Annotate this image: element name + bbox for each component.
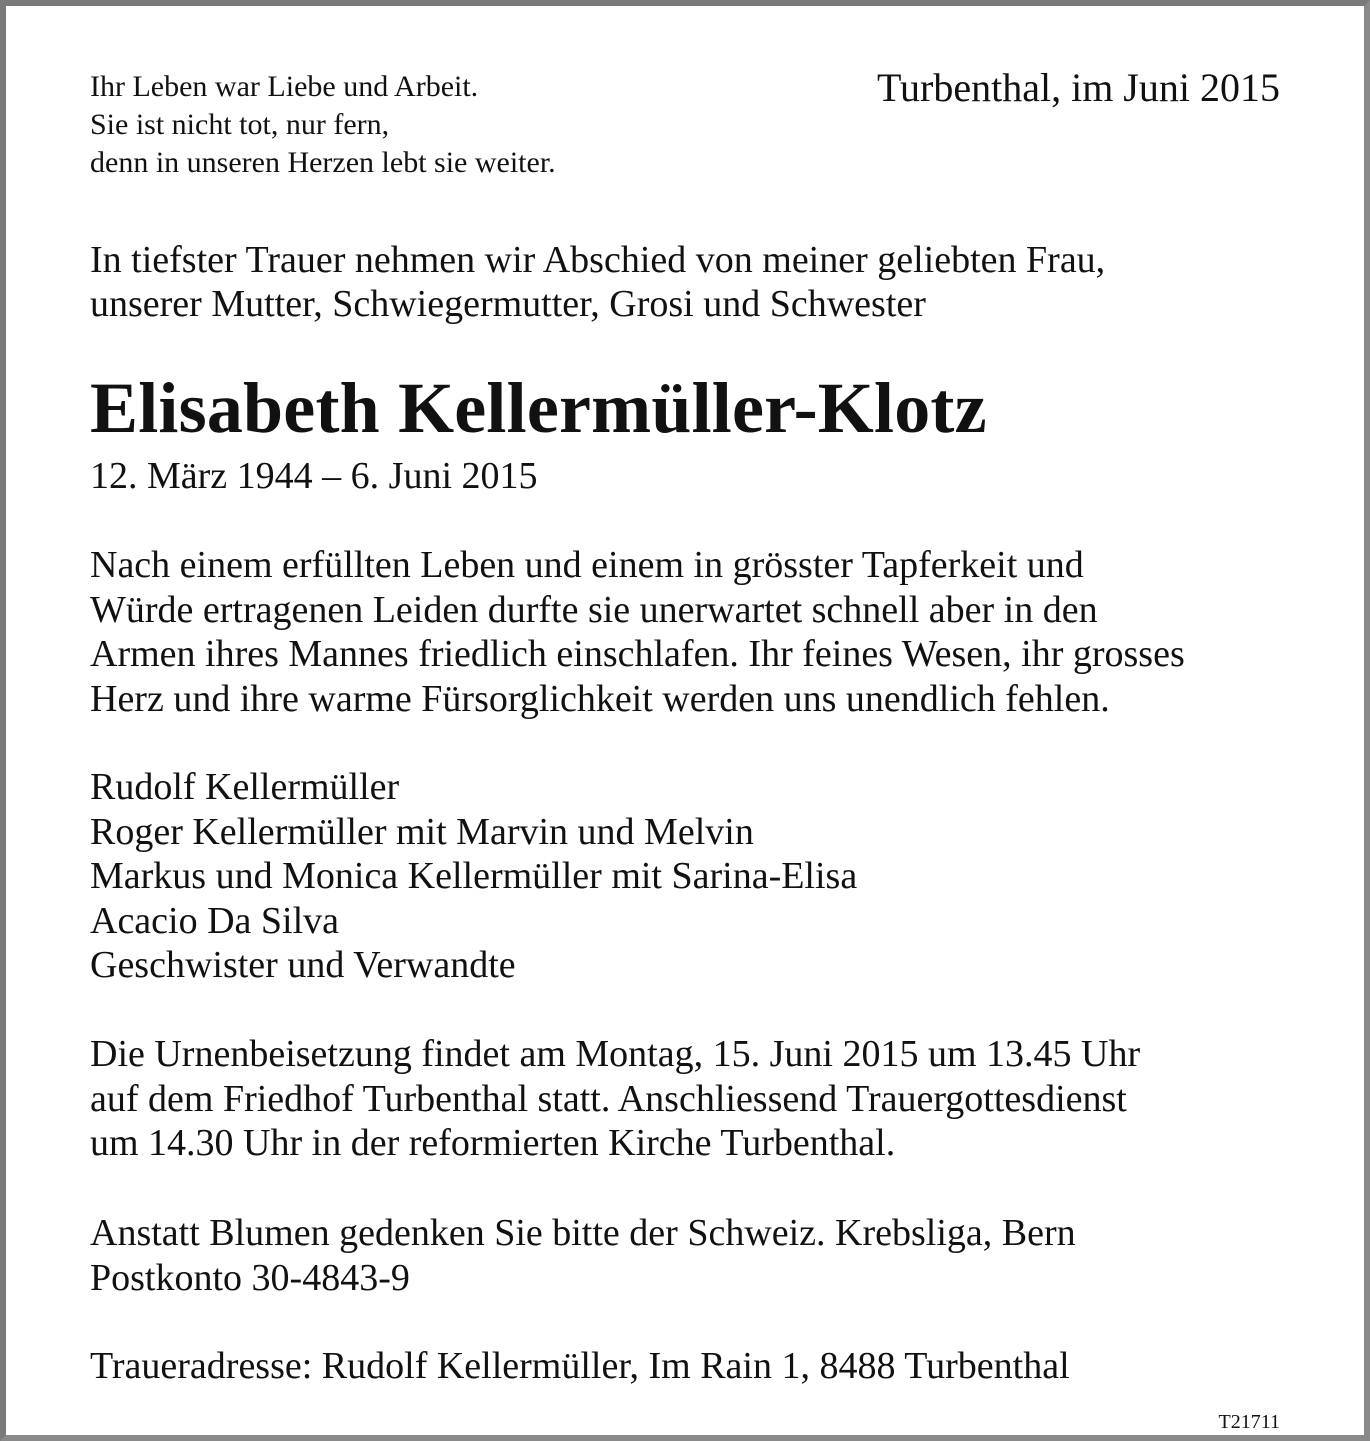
mourning-address: Traueradresse: Rudolf Kellermüller, Im Rain 1, 8488 Turbenthal — [90, 1345, 1070, 1387]
intro-text — [90, 238, 1105, 326]
ceremony-line: auf dem Friedhof Turbenthal statt. Anschliessend Trauergottesdienst — [90, 1077, 1127, 1120]
message-line: Würde ertragenen Leiden durfte sie unerwartet schnell aber in den — [90, 588, 1098, 631]
intro-line: In tiefster Trauer nehmen wir Abschied von meiner geliebten Frau, — [90, 239, 1106, 281]
intro-line: unserer Mutter, Schwiegermutter, Grosi und Schwester — [90, 283, 926, 325]
life-dates: 12. März 1944 – 6. Juni 2015 — [90, 455, 538, 497]
reference-code: T21711 — [1218, 1411, 1280, 1433]
motto-line: Ihr Leben war Liebe und Arbeit. — [90, 70, 479, 103]
ceremony-details — [90, 1032, 1140, 1166]
mourner-item: Rudolf Kellermüller — [90, 766, 400, 808]
message-line: Nach einem erfüllten Leben und einem in grösster Tapferkeit und — [90, 544, 1084, 586]
mourner-item: Geschwister und Verwandte — [90, 944, 516, 986]
ceremony-line: um 14.30 Uhr in der reformierten Kirche Turbenthal. — [90, 1122, 896, 1164]
mourner-item: Markus und Monica Kellermüller mit Sarina-Elisa — [90, 855, 858, 897]
mourners-list — [90, 765, 857, 988]
motto-verse — [90, 68, 556, 182]
deceased-name: Elisabeth Kellermüller-Klotz — [90, 368, 987, 448]
ceremony-line: Die Urnenbeisetzung findet am Montag, 15. Juni 2015 um 13.45 Uhr — [90, 1033, 1141, 1075]
place-date: Turbenthal, im Juni 2015 — [877, 65, 1280, 110]
mourner-item: Roger Kellermüller mit Marvin und Melvin — [90, 810, 754, 853]
memorial-message — [90, 543, 1185, 721]
message-line: Herz und ihre warme Fürsorglichkeit werden uns unendlich fehlen. — [90, 677, 1110, 720]
donation-line: Anstatt Blumen gedenken Sie bitte der Schweiz. Krebsliga, Bern — [90, 1212, 1076, 1254]
donation-line: Postkonto 30-4843-9 — [90, 1256, 410, 1299]
mourner-item: Acacio Da Silva — [90, 899, 340, 942]
motto-line: denn in unseren Herzen lebt sie weiter. — [90, 146, 556, 179]
donation-note — [90, 1211, 1076, 1300]
message-line: Armen ihres Mannes friedlich einschlafen. Ihr feines Wesen, ihr grosses — [90, 633, 1185, 675]
motto-line: Sie ist nicht tot, nur fern, — [90, 108, 390, 141]
